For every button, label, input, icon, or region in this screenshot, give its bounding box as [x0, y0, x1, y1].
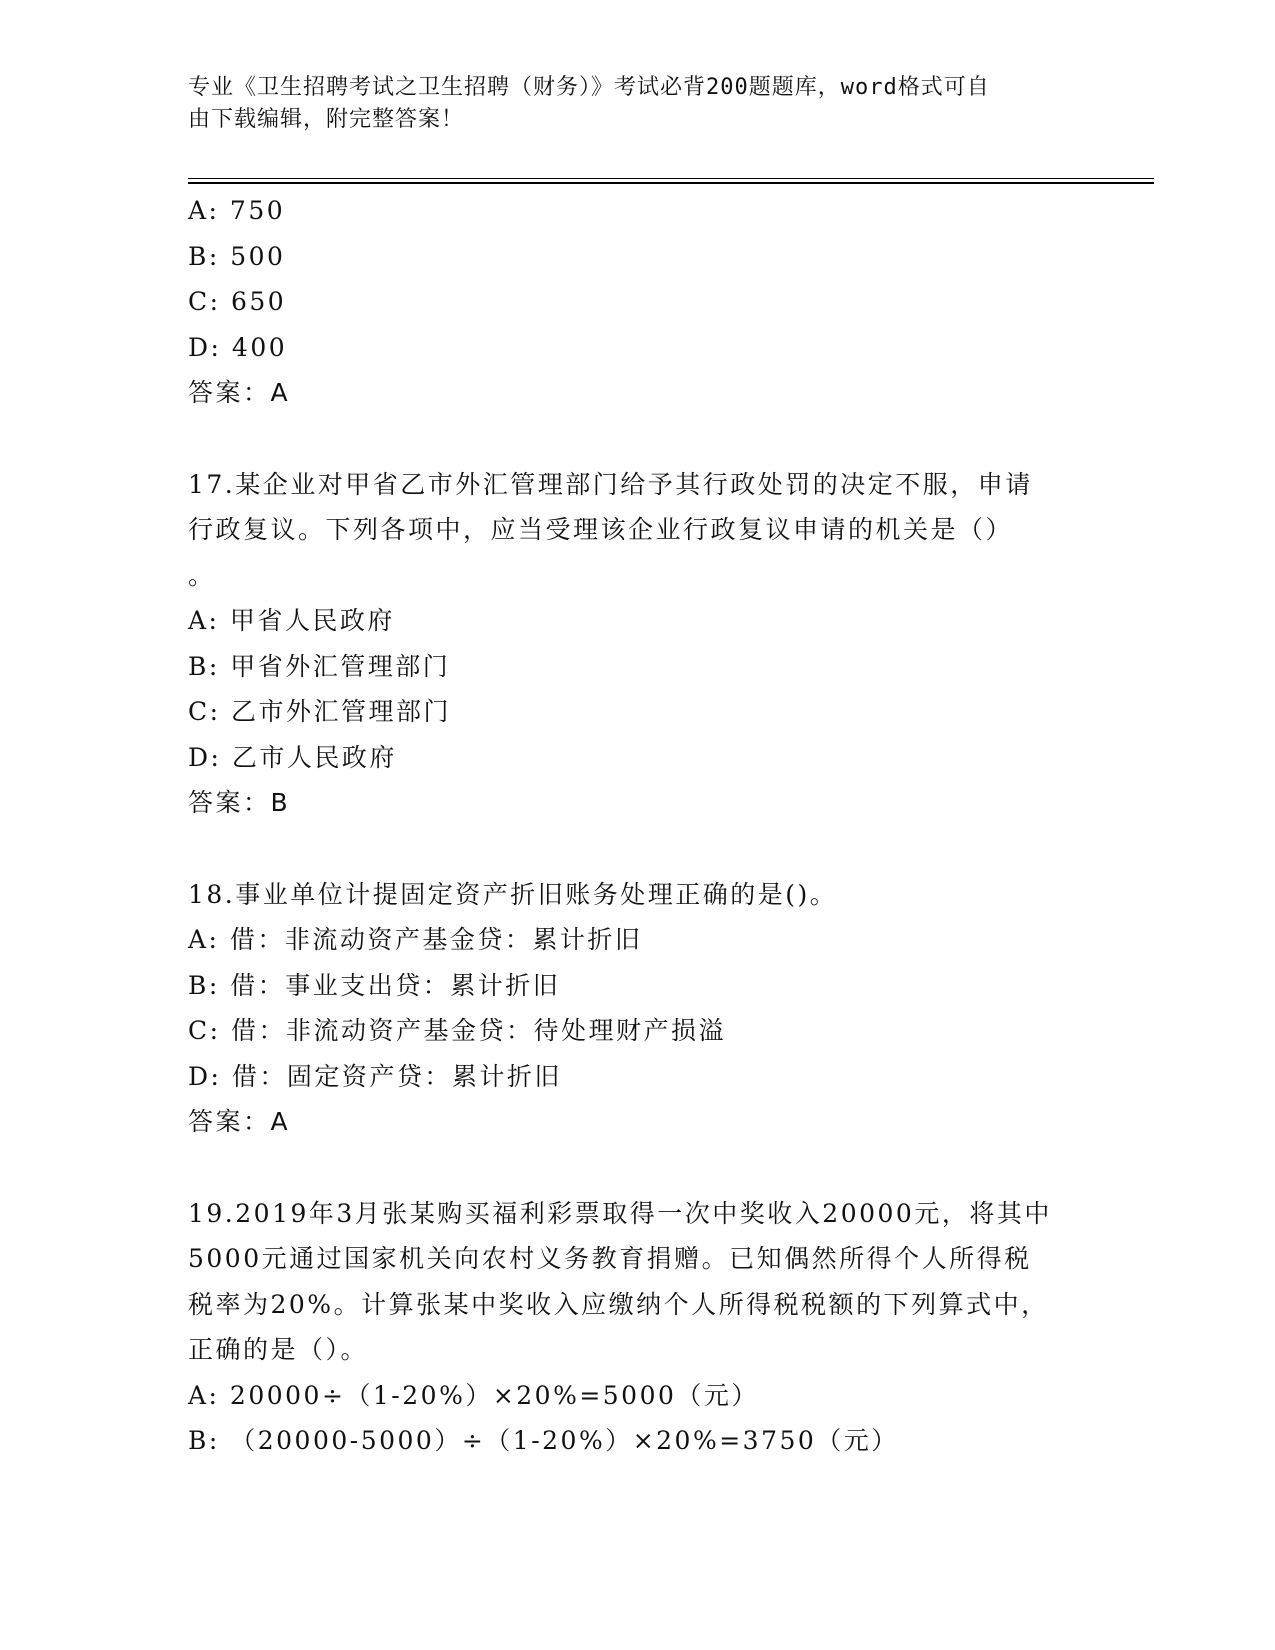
question-19 [188, 1191, 1088, 1464]
header-line-1: 专业《卫生招聘考试之卫生招聘（财务）》考试必背200题题库，word格式可自 [188, 75, 990, 100]
header-line-2: 由下载编辑，附完整答案！ [188, 107, 465, 132]
option-b: B: 甲省外汇管理部门 [188, 651, 451, 681]
option-a: A: 借：非流动资产基金贷：累计折旧 [188, 925, 643, 954]
option-c: C: 借：非流动资产基金贷：待处理财产损溢 [188, 1016, 726, 1045]
question-stem-line: 正确的是（）。 [188, 1335, 369, 1364]
option-d: D: 400 [188, 332, 288, 362]
option-c: C: 乙市外汇管理部门 [188, 697, 451, 726]
option-c: C: 650 [188, 287, 287, 316]
question-stem-line: 税率为20%。计算张某中奖收入应缴纳个人所得税税额的下列算式中， [188, 1289, 1049, 1319]
document-header [188, 72, 1068, 136]
option-b: B: 借：事业支出贷：累计折旧 [188, 970, 561, 1000]
question-stem-line: 行政复议。下列各项中，应当受理该企业行政复议申请的机关是（） [188, 515, 1014, 544]
option-a: A: 750 [188, 196, 286, 225]
header-divider-thin [188, 178, 1154, 179]
option-b: B: 500 [188, 241, 286, 271]
option-d: D: 借：固定资产贷：累计折旧 [188, 1061, 562, 1091]
question-stem-line: 17.某企业对甲省乙市外汇管理部门给予其行政处罚的决定不服，申请 [188, 469, 1033, 499]
question-stem-line: 5000元通过国家机关向农村义务教育捐赠。已知偶然所得个人所得税 [188, 1244, 1032, 1273]
option-a: A: 甲省人民政府 [188, 606, 395, 635]
question-stem-line: 19.2019年3月张某购买福利彩票取得一次中奖收入20000元，将其中 [188, 1198, 1052, 1228]
answer: 答案：A [188, 1107, 291, 1136]
question-stem-line: 18.事业单位计提固定资产折旧账务处理正确的是()。 [188, 879, 838, 909]
option-b: B: （20000-5000）÷（1-20%）×20%=3750（元） [188, 1426, 899, 1455]
question-stem-line: 。 [188, 560, 216, 590]
question-16 [188, 188, 1088, 416]
answer: 答案：B [188, 788, 291, 817]
question-18 [188, 872, 1088, 1145]
option-a: A: 20000÷（1-20%）×20%=5000（元） [188, 1380, 759, 1410]
header-divider-thick [188, 182, 1154, 184]
question-body [188, 188, 1088, 1464]
option-d: D: 乙市人民政府 [188, 742, 397, 772]
question-17 [188, 462, 1088, 826]
answer: 答案：A [188, 378, 291, 407]
